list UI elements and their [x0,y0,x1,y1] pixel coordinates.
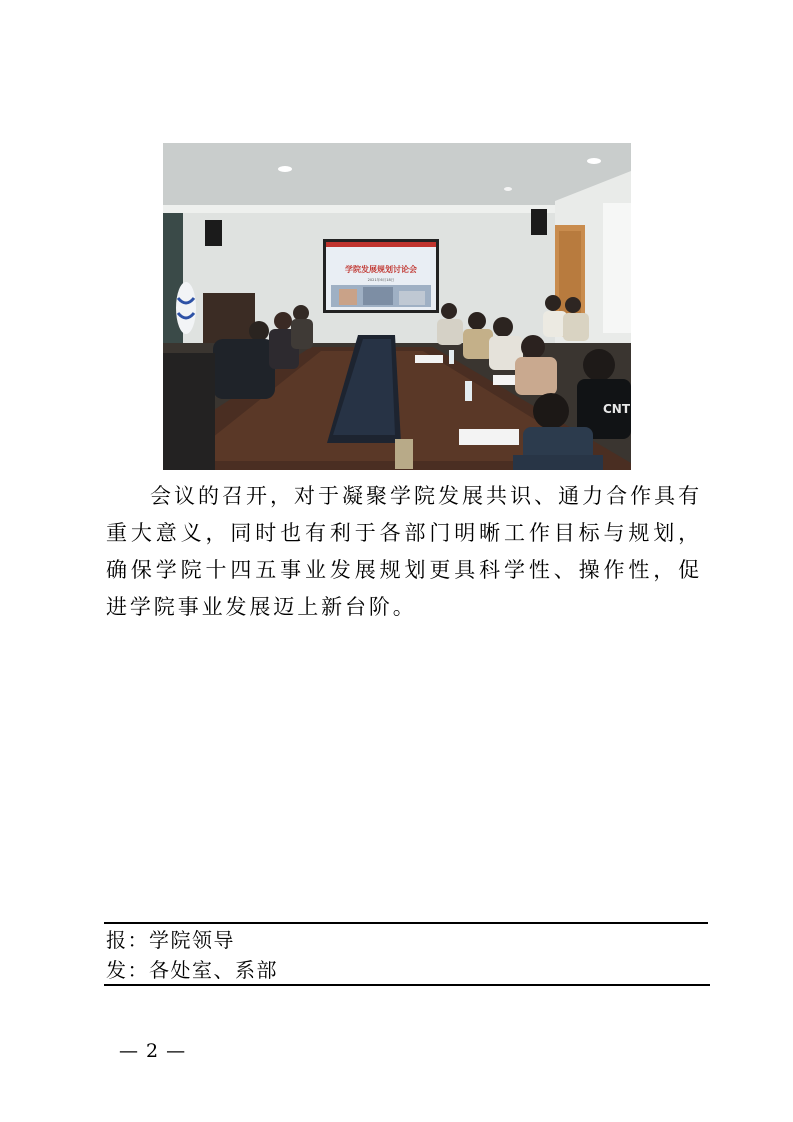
body-paragraph: 会议的召开，对于凝聚学院发展共识、通力合作具有重大意义，同时也有利于各部门明晰工作目标与规划，确保学院十四五事业发展规划更具科学性、操作性，促进学院事业发展迈上新台阶。 [106,484,702,619]
distribution-top-rule [104,922,708,924]
send-to-line: 发：各处室、系部 [106,958,278,982]
report-to-line: 报：学院领导 [106,928,235,952]
screen-title-text: 学院发展规划讨论会 [345,265,417,274]
meeting-photo [163,143,631,470]
distribution-bottom-rule [104,984,710,986]
shirt-text: CNT [603,402,631,416]
screen-date-text: 2021年6月18日 [367,278,395,282]
page-number: — 2 — [119,1040,187,1062]
